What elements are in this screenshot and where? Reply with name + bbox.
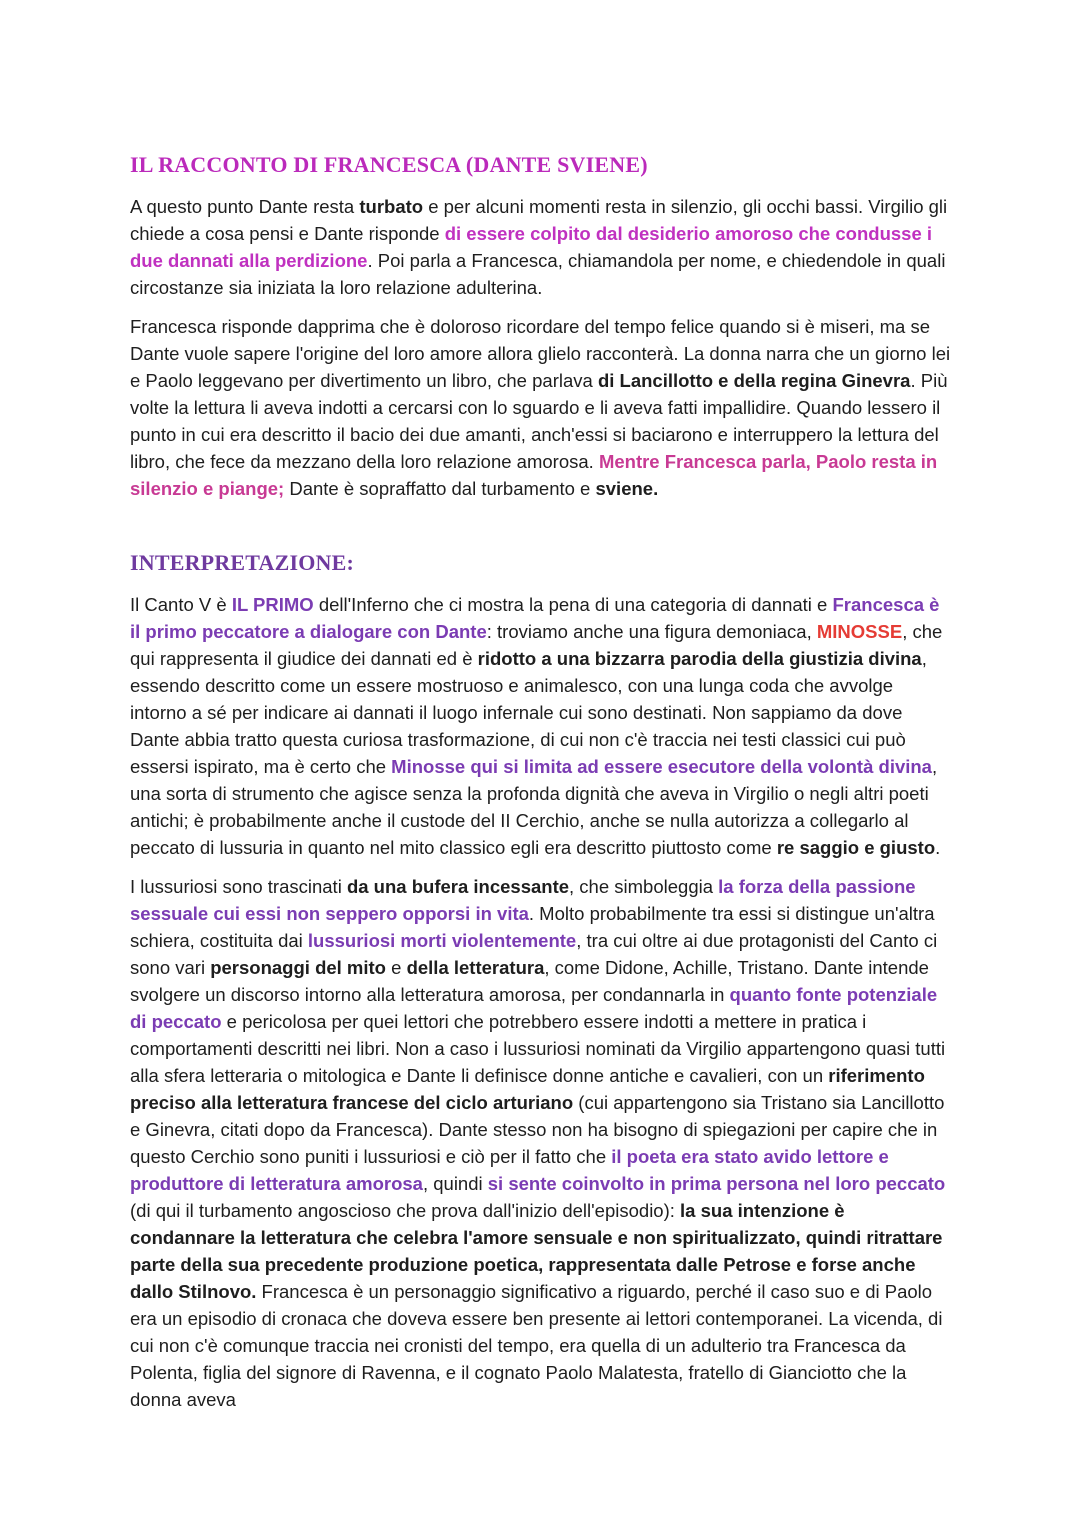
text-run: , che simboleggia — [569, 876, 719, 897]
text-run: IL RACCONTO DI FRANCESCA (DANTE SVIENE) — [130, 152, 648, 177]
text-run: , una sorta di strumento che agisce senza la profonda dignità che aveva in Virgilio o negli altri poeti antichi; è probabilmente anche il custode del II Cerchio, anche se nulla autorizza a collegarlo al peccato di lussuria in quanto nel mito classico egli era descritto piuttosto come — [130, 756, 938, 858]
text-run: , che qui rappresenta il giudice dei dannati ed è — [130, 621, 943, 669]
text-run: , come Didone, Achille, Tristano. Dante intende svolgere un discorso intorno alla letteratura amorosa, per condannarla in — [130, 957, 929, 1005]
text-run: Francesca risponde dapprima che è doloroso ricordare del tempo felice quando si è miseri, ma se Dante vuole sapere l'origine del loro amore allora glielo racconterà. La donna narra che un giorno lei e Paolo leggevano per divertimento un libro, che parlava — [130, 316, 951, 391]
text-run: di Lancillotto e della regina Ginevra — [597, 370, 911, 391]
text-run: Francesca è il primo peccatore a dialogare con Dante — [130, 594, 940, 642]
document-body — [130, 150, 954, 1425]
text-run: : troviamo anche una figura demoniaca, — [486, 621, 817, 642]
text-run: di essere colpito dal desiderio amoroso che condusse i due dannati alla perdizione — [130, 223, 933, 271]
text-run: dell'Inferno che ci mostra la pena di una categoria di dannati e — [313, 594, 833, 615]
text-run: Minosse qui si limita ad essere esecutore della volontà divina — [391, 756, 932, 777]
text-run: e per alcuni momenti resta in silenzio, gli occhi bassi. Virgilio gli chiede a cosa pensi e Dante risponde — [130, 196, 948, 244]
paragraph-interpretazione-1 — [130, 591, 954, 861]
paragraph-racconto-1 — [130, 193, 954, 301]
text-run: (di qui il turbamento angoscioso che prova dall'inizio dell'episodio): — [130, 1200, 681, 1221]
text-run: MINOSSE — [816, 621, 903, 642]
text-run: e pericolosa per quei lettori che potrebbero essere indotti a mettere in pratica i comportamenti descritti nei libri. Non a caso i lussuriosi nominati da Virgilio appartengono quasi tutti alla sfera letteraria o mitologica e Dante li definisce donne antiche e cavalieri, con un — [130, 1011, 946, 1086]
text-run: il poeta era stato avido lettore e produttore di letteratura amorosa — [130, 1146, 889, 1194]
text-run: si sente coinvolto in prima persona nel loro peccato — [487, 1173, 946, 1194]
text-run: sviene. — [595, 478, 659, 499]
text-run: la sua intenzione è condannare la letteratura che celebra l'amore sensuale e non spiritualizzato, quindi ritrattare parte della sua precedente produzione poetica, rappresentata dalle Petrose e forse anche dallo Stilnovo. — [130, 1200, 943, 1302]
text-run: personaggi del mito — [210, 957, 386, 978]
text-run: , tra cui oltre ai due protagonisti del Canto ci sono vari — [130, 930, 938, 978]
text-run: , essendo descritto come un essere mostruoso e animalesco, con una lunga coda che avvolge intorno a sé per indicare ai dannati il luogo infernale cui sono destinati. Non sappiamo da dove Dante abbia tratto questa curiosa trasformazione, di cui non c'è traccia nei testi classici cui può essersi ispirato, ma è certo che — [130, 648, 927, 777]
text-run: . Poi parla a Francesca, chiamandola per nome, e chiedendole in quali circostanze sia iniziata la loro relazione adulterina. — [130, 250, 946, 298]
section-title-racconto — [130, 150, 954, 180]
paragraph-racconto-2 — [130, 313, 954, 502]
text-run: IL PRIMO — [231, 594, 314, 615]
text-run: da una bufera incessante — [346, 876, 570, 897]
section-title-interpretazione — [130, 548, 954, 578]
text-run: e — [386, 957, 407, 978]
text-run: Mentre Francesca parla, Paolo resta in silenzio e piange; — [130, 451, 938, 499]
text-run: della letteratura — [406, 957, 545, 978]
text-run: lussuriosi morti violentemente — [307, 930, 577, 951]
text-run: . Più volte la lettura li aveva indotti a cercarsi con lo sguardo e li aveva fatti impallidire. Quando lessero il punto in cui era descritto il bacio dei due amanti, anch'essi si baciarono e interruppero la lettura del libro, che fece da mezzano della loro relazione amorosa. — [130, 370, 948, 472]
text-run: (cui appartengono sia Tristano sia Lancillotto e Ginevra, citati dopo da Francesca). Dante stesso non ha bisogno di spiegazioni per capire che in questo Cerchio sono puniti i lussuriosi e ciò per il fatto che — [130, 1092, 945, 1167]
text-run: Francesca è un personaggio significativo a riguardo, perché il caso suo e di Paolo era un episodio di cronaca che doveva essere ben presente ai lettori contemporanei. La vicenda, di cui non c'è comunque traccia nei cronisti del tempo, era quella di un adulterio tra Francesca da Polenta, figlia del signore di Ravenna, e il cognato Paolo Malatesta, fratello di Gianciotto che la donna aveva — [130, 1281, 943, 1410]
text-run: A questo punto Dante resta — [130, 196, 360, 217]
text-run: . Molto probabilmente tra essi si distingue un'altra schiera, costituita dai — [130, 903, 935, 951]
text-run: , quindi — [422, 1173, 488, 1194]
text-run: riferimento preciso alla letteratura francese del ciclo arturiano — [130, 1065, 925, 1113]
text-run: turbato — [359, 196, 424, 217]
text-run: la forza della passione sessuale cui essi non seppero opporsi in vita — [130, 876, 916, 924]
text-run: re saggio e giusto — [776, 837, 936, 858]
text-run: . — [935, 837, 941, 858]
text-run: quanto fonte potenziale di peccato — [130, 984, 938, 1032]
text-run: ridotto a una bizzarra parodia della giustizia divina — [477, 648, 922, 669]
paragraph-interpretazione-2 — [130, 873, 954, 1413]
text-run: Dante è sopraffatto dal turbamento e — [284, 478, 596, 499]
text-run: I lussuriosi sono trascinati — [130, 876, 347, 897]
text-run: Il Canto V è — [130, 594, 232, 615]
text-run: INTERPRETAZIONE: — [130, 550, 355, 575]
